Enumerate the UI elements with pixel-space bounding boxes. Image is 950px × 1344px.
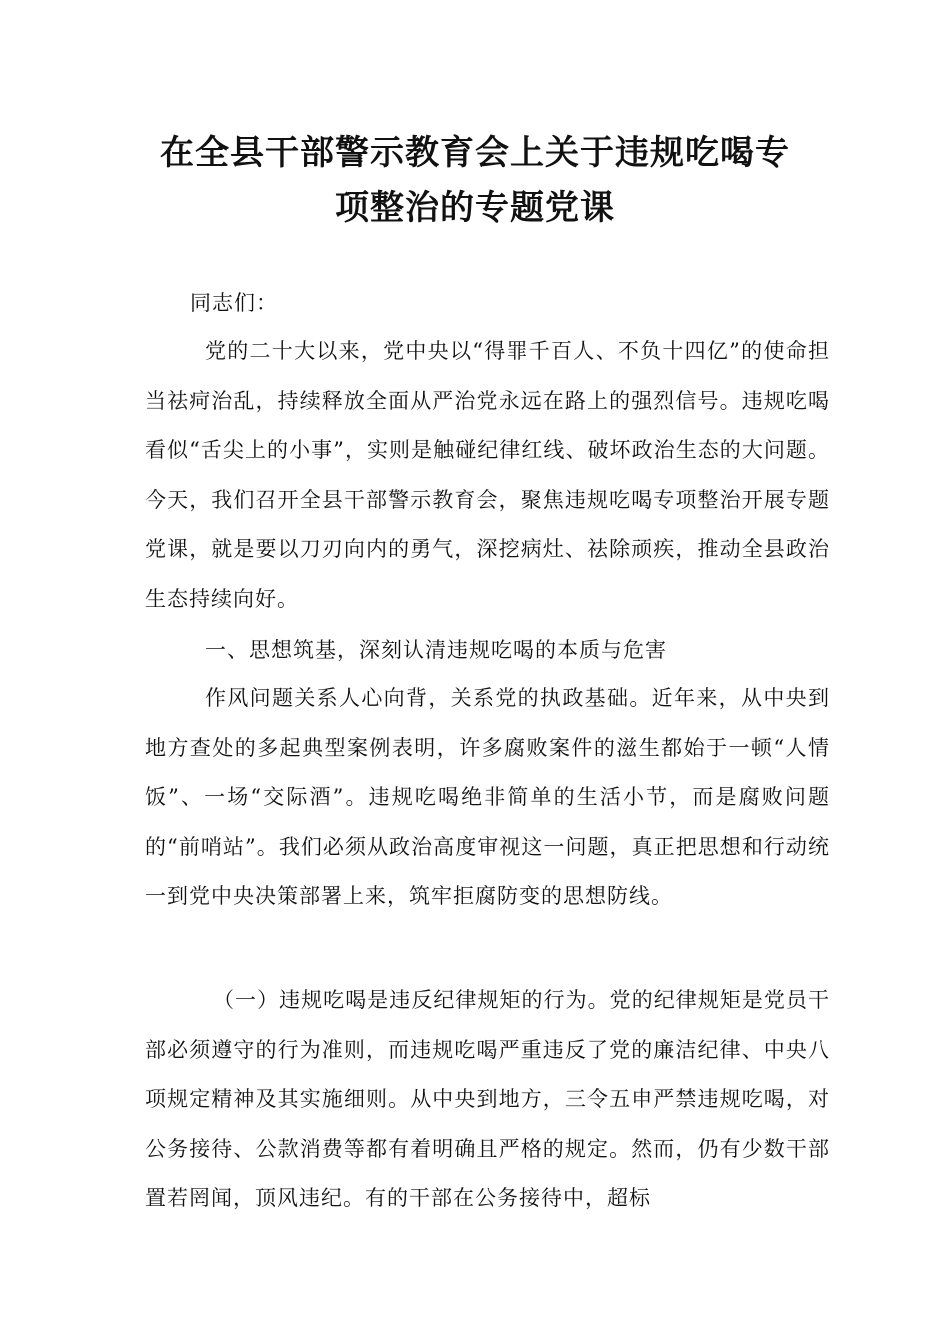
document-title-line-1: 在全县干部警示教育会上关于违规吃喝专	[160, 133, 790, 173]
subsection-1-paragraph: （一）违规吃喝是违反纪律规矩的行为。党的纪律规矩是党员干部必须遵守的行为准则，而违规吃喝严重违反了党的廉洁纪律、中央八项规定精神及其实施细则。从中央到地方，三令五申严禁违规吃喝，对公务接待、公款消费等都有着明确且严格的规定。然而，仍有少数干部置若罔闻，顶风违纪。有的干部在公务接待中，超标	[145, 988, 830, 1210]
greeting: 同志们：	[190, 291, 278, 315]
section-1-heading: 一、思想筑基，深刻认清违规吃喝的本质与危害	[205, 638, 667, 662]
document-title-line-2: 项整治的专题党课	[335, 188, 615, 228]
section-1-paragraph: 作风问题关系人心向背，关系党的执政基础。近年来，从中央到地方查处的多起典型案例表明，许多腐败案件的滋生都始于一顿“人情饭”、一场“交际酒”。违规吃喝绝非简单的生活小节，而是腐败问题的“前哨站”。我们必须从政治高度审视这一问题，真正把思想和行动统一到党中央决策部署上来，筑牢拒腐防变的思想防线。	[145, 686, 830, 908]
intro-paragraph: 党的二十大以来，党中央以“得罪千百人、不负十四亿”的使命担当祛疴治乱，持续释放全面从严治党永远在路上的强烈信号。违规吃喝看似“舌尖上的小事”，实则是触碰纪律红线、破坏政治生态的大问题。今天，我们召开全县干部警示教育会，聚焦违规吃喝专项整治开展专题党课，就是要以刀刃向内的勇气，深挖病灶、祛除顽疾，推动全县政治生态持续向好。	[145, 339, 830, 611]
